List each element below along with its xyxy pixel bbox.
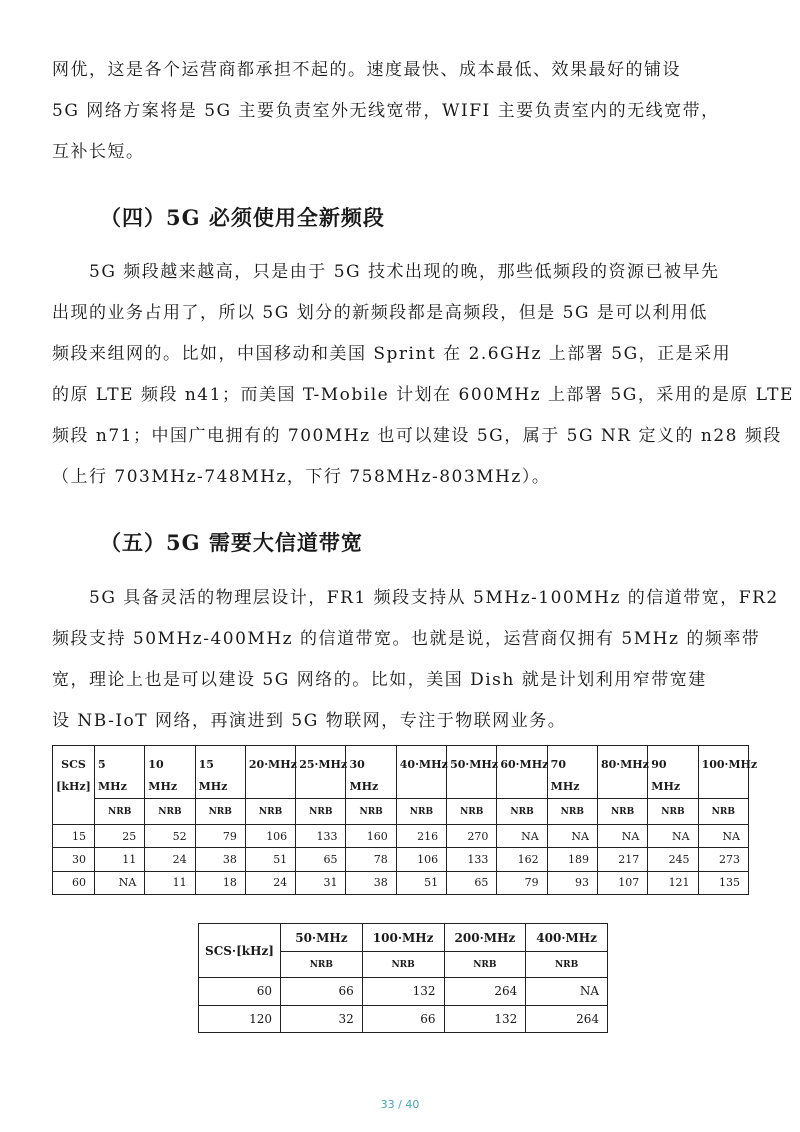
nrb-label: NRB bbox=[648, 799, 698, 825]
nrb-label: NRB bbox=[497, 799, 547, 825]
nrb-value: 52 bbox=[145, 825, 195, 848]
nrb-label: NRB bbox=[396, 799, 446, 825]
bandwidth-header-cell bbox=[698, 746, 758, 799]
paragraph-intro bbox=[52, 50, 752, 173]
bw-top: 90 bbox=[651, 758, 667, 771]
nrb-value: 18 bbox=[195, 871, 245, 894]
text-line: 5G 频段越来越高，只是由于 5G 技术出现的晚，那些低频段的资源已被早先 bbox=[52, 262, 720, 282]
bandwidth-header-cell bbox=[95, 746, 145, 799]
nrb-value: 79 bbox=[497, 871, 547, 894]
bw-top: 50·MHz bbox=[450, 758, 499, 771]
nrb-value: 66 bbox=[362, 1005, 444, 1033]
nrb-value: 31 bbox=[296, 871, 346, 894]
nrb-value: 66 bbox=[281, 978, 363, 1006]
nrb-value: NA bbox=[648, 825, 698, 848]
nrb-value: 135 bbox=[698, 871, 748, 894]
scs-label: SCS bbox=[61, 758, 86, 771]
table-row bbox=[53, 825, 749, 848]
bw-top: 10 bbox=[148, 758, 164, 771]
text-line: 网优，这是各个运营商都承担不起的。速度最快、成本最低、效果最好的铺设 bbox=[52, 60, 681, 80]
scs-unit: [kHz] bbox=[56, 780, 91, 793]
text-line: 出现的业务占用了，所以 5G 划分的新频段都是高频段，但是 5G 是可以利用低 bbox=[52, 303, 708, 323]
nrb-value: 25 bbox=[95, 825, 145, 848]
bw-top: 40·MHz bbox=[399, 758, 448, 771]
nrb-value: 79 bbox=[195, 825, 245, 848]
bandwidth-header-cell bbox=[396, 746, 446, 799]
nrb-label: NRB bbox=[698, 799, 748, 825]
nrb-value: 24 bbox=[145, 848, 195, 871]
text-line: 5G 具备灵活的物理层设计，FR1 频段支持从 5MHz-100MHz 的信道带宽，FR2 bbox=[52, 588, 779, 608]
nrb-value: 133 bbox=[296, 825, 346, 848]
bandwidth-header-cell: 400·MHz bbox=[526, 924, 608, 952]
table-row bbox=[199, 978, 608, 1006]
paragraph-bandwidth bbox=[52, 578, 779, 742]
bw-top: 25·MHz bbox=[299, 758, 348, 771]
paragraph-frequency bbox=[52, 252, 794, 498]
nrb-value: 93 bbox=[547, 871, 597, 894]
nrb-value: NA bbox=[497, 825, 547, 848]
nrb-value: 264 bbox=[444, 978, 526, 1006]
text-line: 的原 LTE 频段 n41；而美国 T-Mobile 计划在 600MHz 上部署 5G，采用的是原 LTE bbox=[52, 385, 794, 405]
scs-value: 30 bbox=[53, 848, 95, 871]
scs-header-cell bbox=[53, 746, 95, 825]
nrb-label: NRB bbox=[346, 799, 396, 825]
nrb-value: 107 bbox=[597, 871, 647, 894]
nrb-value: 11 bbox=[145, 871, 195, 894]
text-line: 频段 n71；中国广电拥有的 700MHz 也可以建设 5G，属于 5G NR 定义的 n28 频段 bbox=[52, 426, 782, 446]
bandwidth-header-cell bbox=[195, 746, 245, 799]
nrb-label: NRB bbox=[526, 952, 608, 978]
table-row bbox=[53, 848, 749, 871]
nrb-label: NRB bbox=[597, 799, 647, 825]
bandwidth-header-cell bbox=[296, 746, 346, 799]
bw-bottom: MHz bbox=[148, 780, 178, 793]
nrb-value: NA bbox=[597, 825, 647, 848]
nrb-value: 78 bbox=[346, 848, 396, 871]
nrb-label: NRB bbox=[145, 799, 195, 825]
section-heading-5: （五）5G 需要大信道带宽 bbox=[100, 530, 363, 555]
bw-top: 5 bbox=[98, 758, 106, 771]
nrb-value: 106 bbox=[245, 825, 295, 848]
nrb-value: 65 bbox=[447, 871, 497, 894]
nrb-label: NRB bbox=[444, 952, 526, 978]
page-number: 33 / 40 bbox=[380, 1098, 420, 1111]
bandwidth-header-cell bbox=[447, 746, 497, 799]
bw-bottom: MHz bbox=[349, 780, 379, 793]
bw-top: 30 bbox=[349, 758, 365, 771]
nrb-value: 273 bbox=[698, 848, 748, 871]
table-row bbox=[199, 1005, 608, 1033]
bandwidth-header-cell bbox=[648, 746, 698, 799]
scs-value: 60 bbox=[53, 871, 95, 894]
nrb-value: 270 bbox=[447, 825, 497, 848]
nrb-value: 24 bbox=[245, 871, 295, 894]
bandwidth-header-cell bbox=[597, 746, 647, 799]
nrb-value: NA bbox=[526, 978, 608, 1006]
nrb-value: 264 bbox=[526, 1005, 608, 1033]
bw-top: 20·MHz bbox=[248, 758, 297, 771]
text-line: 宽，理论上也是可以建设 5G 网络的。比如，美国 Dish 就是计划利用窄带宽建 bbox=[52, 670, 707, 690]
bw-top: 100·MHz bbox=[701, 758, 758, 771]
fr1-nrb-table bbox=[52, 745, 758, 895]
nrb-label: NRB bbox=[296, 799, 346, 825]
bw-top: 15 bbox=[198, 758, 214, 771]
nrb-value: 38 bbox=[195, 848, 245, 871]
nrb-value: NA bbox=[95, 871, 145, 894]
bandwidth-header-cell: 100·MHz bbox=[362, 924, 444, 952]
nrb-label: NRB bbox=[195, 799, 245, 825]
bandwidth-header-cell bbox=[245, 746, 295, 799]
nrb-label: NRB bbox=[245, 799, 295, 825]
bandwidth-header-cell bbox=[145, 746, 195, 799]
text-line: 频段来组网的。比如，中国移动和美国 Sprint 在 2.6GHz 上部署 5G，正是采用 bbox=[52, 344, 732, 364]
nrb-value: 51 bbox=[396, 871, 446, 894]
scs-value: 15 bbox=[53, 825, 95, 848]
nrb-value: 162 bbox=[497, 848, 547, 871]
table-row bbox=[53, 871, 749, 894]
bw-top: 60·MHz bbox=[500, 758, 549, 771]
bw-bottom: MHz bbox=[98, 780, 127, 793]
nrb-value: 38 bbox=[346, 871, 396, 894]
nrb-label: NRB bbox=[447, 799, 497, 825]
bandwidth-header-cell bbox=[547, 746, 597, 799]
nrb-value: 133 bbox=[447, 848, 497, 871]
nrb-value: 106 bbox=[396, 848, 446, 871]
nrb-label: NRB bbox=[95, 799, 145, 825]
scs-header-cell: SCS·[kHz] bbox=[199, 924, 281, 978]
nrb-value: 65 bbox=[296, 848, 346, 871]
nrb-value: NA bbox=[547, 825, 597, 848]
bandwidth-header-cell bbox=[497, 746, 547, 799]
nrb-value: 32 bbox=[281, 1005, 363, 1033]
fr2-nrb-table bbox=[198, 923, 608, 1033]
text-line: 频段支持 50MHz-400MHz 的信道带宽。也就是说，运营商仅拥有 5MHz 的频率带 bbox=[52, 629, 761, 649]
bw-bottom: MHz bbox=[198, 780, 228, 793]
bandwidth-header-cell: 50·MHz bbox=[281, 924, 363, 952]
nrb-value: 216 bbox=[396, 825, 446, 848]
bw-bottom: MHz bbox=[651, 780, 681, 793]
nrb-label: NRB bbox=[362, 952, 444, 978]
nrb-value: 189 bbox=[547, 848, 597, 871]
nrb-value: 160 bbox=[346, 825, 396, 848]
nrb-value: 132 bbox=[362, 978, 444, 1006]
bandwidth-header-cell bbox=[346, 746, 396, 799]
bw-bottom: MHz bbox=[550, 780, 580, 793]
text-line: 5G 网络方案将是 5G 主要负责室外无线宽带，WIFI 主要负责室内的无线宽带， bbox=[52, 101, 720, 121]
scs-value: 60 bbox=[199, 978, 281, 1006]
section-heading-4: （四）5G 必须使用全新频段 bbox=[100, 205, 385, 230]
text-line: 设 NB-IoT 网络，再演进到 5G 物联网，专注于物联网业务。 bbox=[52, 711, 567, 731]
nrb-value: 121 bbox=[648, 871, 698, 894]
nrb-value: 132 bbox=[444, 1005, 526, 1033]
scs-value: 120 bbox=[199, 1005, 281, 1033]
bandwidth-header-cell: 200·MHz bbox=[444, 924, 526, 952]
bw-top: 70 bbox=[550, 758, 566, 771]
text-line: 互补长短。 bbox=[52, 142, 145, 162]
text-line: （上行 703MHz-748MHz，下行 758MHz-803MHz）。 bbox=[52, 467, 551, 487]
nrb-value: 11 bbox=[95, 848, 145, 871]
nrb-label: NRB bbox=[547, 799, 597, 825]
nrb-value: NA bbox=[698, 825, 748, 848]
nrb-value: 217 bbox=[597, 848, 647, 871]
nrb-value: 51 bbox=[245, 848, 295, 871]
bw-top: 80·MHz bbox=[600, 758, 649, 771]
nrb-value: 245 bbox=[648, 848, 698, 871]
nrb-label: NRB bbox=[281, 952, 363, 978]
